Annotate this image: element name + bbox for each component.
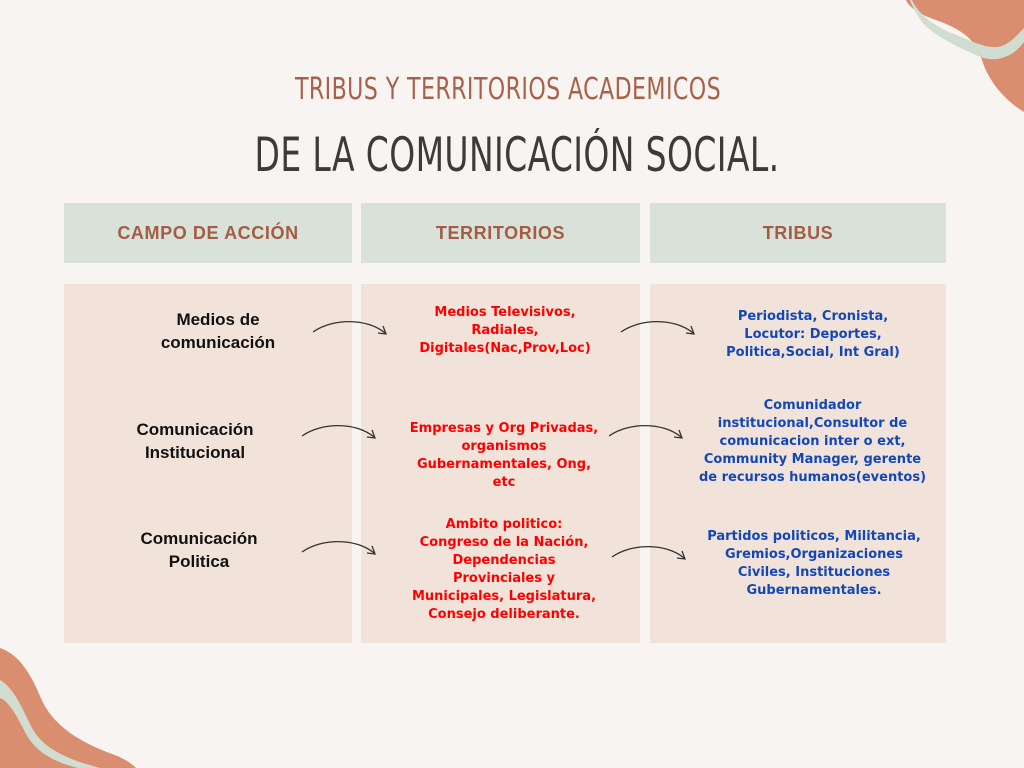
text-line: Civiles, Instituciones	[737, 565, 891, 580]
text-line: Medios Televisivos,	[434, 305, 576, 320]
curved-arrow-icon	[300, 424, 380, 444]
text-line: Gubernamentales, Ong,	[416, 457, 592, 472]
curved-arrow-icon	[311, 320, 391, 340]
page-title: DE LA COMUNICACIÓN SOCIAL.	[254, 128, 780, 183]
text-line: Digitales(Nac,Prov,Loc)	[419, 341, 591, 356]
text-line: Congreso de la Nación,	[419, 535, 589, 550]
text-line: Provinciales y	[452, 571, 555, 586]
wave-decoration-bottom-left	[0, 648, 140, 768]
text-line: de recursos humanos(eventos)	[698, 470, 927, 485]
text-line: Locutor: Deportes,	[744, 327, 882, 342]
text-line: Ambito politico:	[445, 517, 563, 532]
campo-politica	[99, 527, 299, 573]
text-line: Municipales, Legislatura,	[411, 589, 597, 604]
text-line: etc	[492, 475, 516, 490]
campo-institucional	[95, 418, 295, 464]
text-line: Gubernamentales.	[746, 583, 882, 598]
column-header-tribus: TRIBUS	[650, 203, 946, 263]
text-line: organismos	[461, 439, 547, 454]
page-subtitle: TRIBUS Y TERRITORIOS ACADEMICOS	[294, 72, 722, 107]
text-line: Comunidador	[763, 398, 862, 413]
text-line: Consejo deliberante.	[428, 607, 580, 622]
text-line: Community Manager, gerente	[703, 452, 922, 467]
text-line: Gremios,Organizaciones	[724, 547, 903, 562]
curved-arrow-icon	[607, 424, 687, 444]
territorios-politica	[379, 516, 629, 624]
tribus-medios	[688, 308, 938, 362]
curved-arrow-icon	[610, 545, 690, 565]
territorios-medios	[380, 304, 630, 358]
territorios-institucional	[374, 420, 634, 492]
text-line: Comunicación	[136, 420, 254, 439]
tribus-politica	[684, 528, 944, 600]
text-line: institucional,Consultor de	[717, 416, 908, 431]
text-line: Periodista, Cronista,	[737, 309, 889, 324]
tribus-institucional	[680, 397, 945, 487]
text-line: Empresas y Org Privadas,	[409, 421, 599, 436]
text-line: Politica,Social, Int Gral)	[726, 345, 900, 360]
text-line: Radiales,	[471, 323, 539, 338]
text-line: Dependencias	[452, 553, 556, 568]
text-line: Institucional	[144, 443, 246, 462]
text-line: Medios de	[176, 310, 260, 329]
text-line: Comunicación	[140, 529, 258, 548]
curved-arrow-icon	[300, 540, 380, 560]
text-line: comunicacion inter o ext,	[719, 434, 906, 449]
campo-medios	[118, 308, 318, 354]
text-line: Politica	[168, 552, 230, 571]
text-line: comunicación	[160, 333, 276, 352]
text-line: Partidos politicos, Militancia,	[707, 529, 921, 544]
column-header-territorios: TERRITORIOS	[361, 203, 640, 263]
curved-arrow-icon	[619, 320, 699, 340]
column-header-campo: CAMPO DE ACCIÓN	[64, 203, 352, 263]
